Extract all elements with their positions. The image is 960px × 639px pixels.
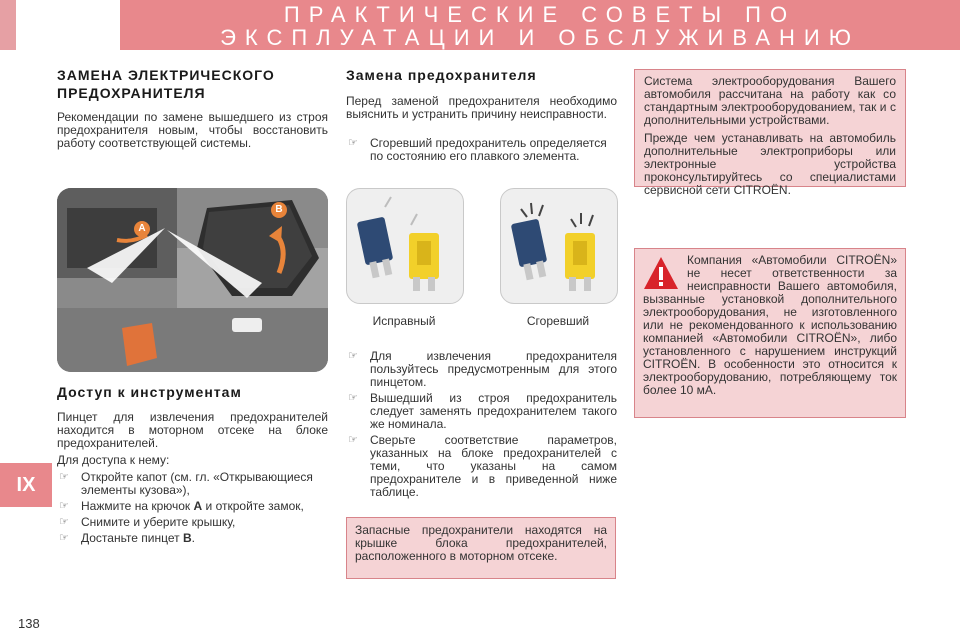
fuse-intro-text: Перед заменой предохранителя необходимо выяснить и устранить причину неисправности. [346, 94, 617, 121]
header-title-line2: ЭКСПЛУАТАЦИИ И ОБСЛУЖИВАНИЮ [220, 25, 860, 50]
chapter-tab: IX [0, 463, 52, 507]
page-number: 138 [18, 616, 40, 631]
pointing-hand-icon: ☞ [348, 137, 358, 149]
pointing-hand-icon: ☞ [59, 516, 69, 528]
caption-burnt: Сгоревший [526, 314, 590, 328]
pointing-hand-icon: ☞ [348, 392, 358, 404]
callout-a: A [134, 221, 150, 237]
tools-text: Пинцет для извлечения предохранителей находится в моторном отсеке на блоке предохранителей. [57, 410, 328, 450]
list-item: ☞ Сверьте соответствие параметров, указанных на блоке предохранителей с теми, что указаны на самом предохранителе и в приведенной ниже таблице. [348, 433, 617, 499]
pointing-hand-icon: ☞ [348, 434, 358, 446]
list-item: ☞ Снимите и уберите крышку, [59, 515, 236, 529]
fuse-replacement-title: Замена предохранителя [346, 67, 537, 83]
list-item: ☞ Вышедший из строя предохранитель следует заменять предохранителем такого же номинала. [348, 391, 617, 431]
access-steps [57, 471, 332, 548]
engine-photo-illustration [57, 188, 328, 372]
spare-fuses-note: Запасные предохранители находятся на крышке блока предохранителей, расположенного в моторном отсеке. [346, 517, 616, 579]
burnt-fuse-icon [501, 189, 617, 303]
list-item: ☞ Сгоревший предохранитель определяется по состоянию его плавкого элемента. [348, 136, 607, 163]
fuse-burnt-illustration [500, 188, 618, 304]
warning-text: Компания «Автомобили CITROËN» не несет ответственности за неисправности Вашего автомобиля, вызванные установкой дополнительного электрооборудования, не изготовленного или не рекомендованного к использованию компанией «Автомобили CITROËN», либо установленного с нарушением инструкций CITROËN. В особенности это относится к электрооборудованию, потребляющему ток более 10 мА. [643, 253, 897, 397]
info-paragraph-1: Система электрооборудования Вашего автомобиля рассчитана на работу как со стандартным электрооборудованием, так и с дополнительными устройствами. [644, 74, 896, 127]
fuse-ok-illustration [346, 188, 464, 304]
info-box [634, 69, 906, 197]
tools-section-title: Доступ к инструментам [57, 384, 242, 400]
section-title-line1: ЗАМЕНА ЭЛЕКТРИЧЕСКОГО [57, 67, 275, 83]
list-item: ☞ Достаньте пинцет B. [59, 531, 195, 545]
fuse-instructions [346, 350, 617, 502]
intro-text: Рекомендации по замене вышедшего из строя предохранителя новым, чтобы восстановить работу соответствующей системы. [57, 110, 328, 150]
pointing-hand-icon: ☞ [59, 532, 69, 544]
engine-fusebox-photo [57, 188, 328, 372]
pointing-hand-icon: ☞ [59, 471, 69, 483]
pointing-hand-icon: ☞ [59, 500, 69, 512]
info-paragraph-2: Прежде чем устанавливать на автомобиль дополнительные электроприборы или электронные устройства проконсультируйтесь со специалистами сервисной сети CITROËN. [644, 131, 896, 197]
warning-triangle-icon [643, 256, 679, 290]
caption-intact: Исправный [372, 314, 436, 328]
access-label: Для доступа к нему: [57, 453, 170, 467]
header-stripe [0, 0, 16, 50]
list-item: ☞ Откройте капот (см. гл. «Открывающиеся элементы кузова»), [59, 470, 313, 497]
warning-box [634, 248, 906, 418]
callout-b: B [271, 202, 287, 218]
fuse-bullet-1 [346, 137, 617, 166]
list-item: ☞ Нажмите на крючок A и откройте замок, [59, 499, 304, 513]
section-title-line2: ПРЕДОХРАНИТЕЛЯ [57, 85, 206, 101]
list-item: ☞ Для извлечения предохранителя пользуйтесь предусмотренным для этого пинцетом. [348, 349, 617, 389]
intact-fuse-icon [347, 189, 463, 303]
pointing-hand-icon: ☞ [348, 350, 358, 362]
header-title-line1: ПРАКТИЧЕСКИЕ СОВЕТЫ ПО [283, 2, 797, 27]
